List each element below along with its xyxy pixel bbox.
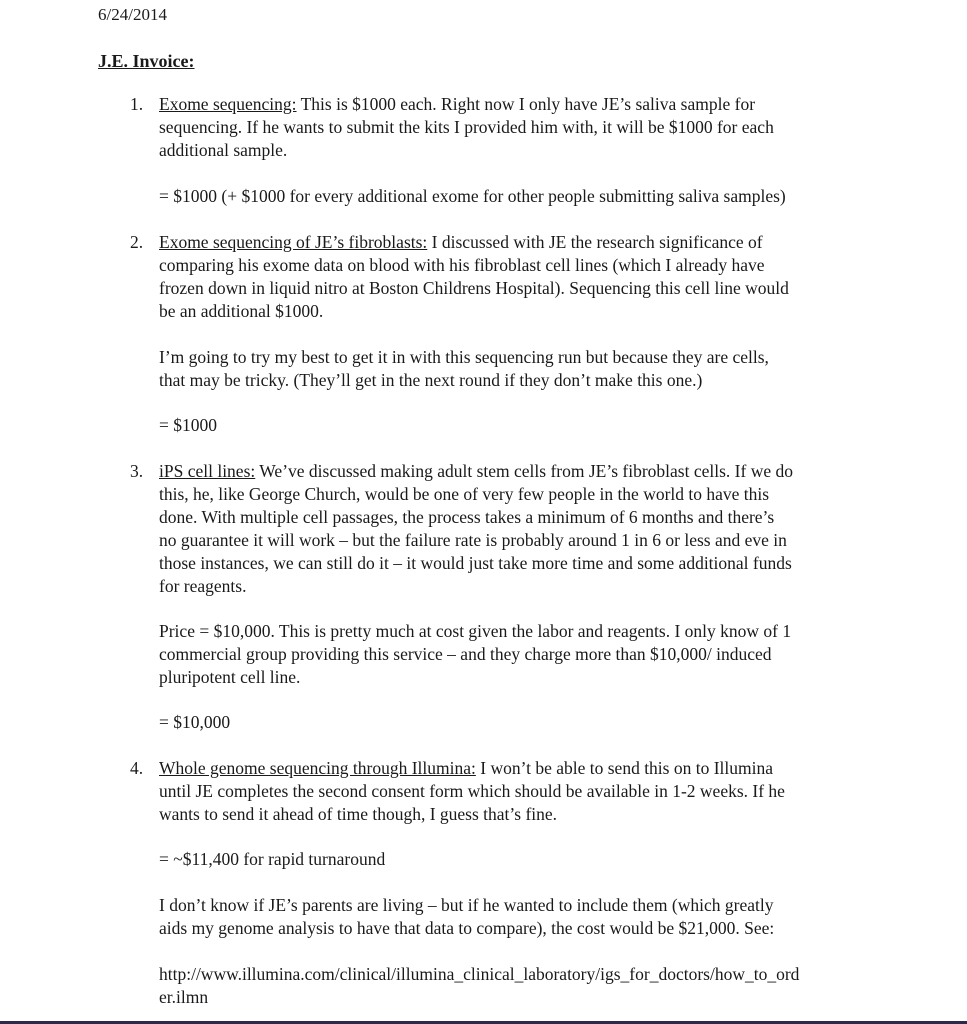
item-4-number: 4. <box>130 758 144 778</box>
item-4-note-line: aids my genome analysis to have that data to compare), the cost would be $21,000. See: <box>159 918 775 938</box>
invoice-title: J.E. Invoice: <box>98 51 195 71</box>
item-3-number: 3. <box>130 461 144 481</box>
item-3-note-line: pluripotent cell line. <box>159 667 301 687</box>
item-2-note-line: I’m going to try my best to get it in with this sequencing run but because they are cells, <box>159 347 769 367</box>
item-2-number: 2. <box>130 232 144 252</box>
item-2-description <box>159 231 875 323</box>
illumina-url-line: er.ilmn <box>159 987 209 1007</box>
item-2-price: = $1000 <box>159 415 217 435</box>
item-2-heading: Exome sequencing of JE’s fibroblasts: <box>159 232 428 252</box>
item-4-heading: Whole genome sequencing through Illumina: <box>159 758 476 778</box>
item-1-line: additional sample. <box>159 140 288 160</box>
item-3-line: no guarantee it will work – but the failure rate is probably around 1 in 6 or less and eve in <box>159 530 787 550</box>
item-1-description <box>159 93 875 162</box>
item-2-line: be an additional $1000. <box>159 301 324 321</box>
item-3-note <box>159 620 875 689</box>
item-2-note <box>159 346 875 392</box>
illumina-url <box>159 963 875 1009</box>
item-4-note <box>159 894 875 940</box>
illumina-url-line: http://www.illumina.com/clinical/illumina_clinical_laboratory/igs_for_doctors/how_to_ord <box>159 964 800 984</box>
item-3-line: this, he, like George Church, would be one of very few people in the world to have this <box>159 484 770 504</box>
item-4-description <box>159 757 875 826</box>
item-3-note-line: Price = $10,000. This is pretty much at cost given the labor and reagents. I only know of 1 <box>159 621 792 641</box>
item-1-first-line: Exome sequencing: This is $1000 each. Right now I only have JE’s saliva sample for <box>159 94 756 114</box>
item-3-line: for reagents. <box>159 576 247 596</box>
item-1-heading: Exome sequencing: <box>159 94 297 114</box>
document-date: 6/24/2014 <box>98 5 167 24</box>
item-1-number: 1. <box>130 94 144 114</box>
item-3-description <box>159 460 875 598</box>
item-1-line: sequencing. If he wants to submit the kits I provided him with, it will be $1000 for each <box>159 117 774 137</box>
item-4-first-line: Whole genome sequencing through Illumina: I won’t be able to send this on to Illumina <box>159 758 774 778</box>
item-4-line: until JE completes the second consent form which should be available in 1-2 weeks. If he <box>159 781 785 801</box>
item-2-note-line: that may be tricky. (They’ll get in the next round if they don’t make this one.) <box>159 370 703 390</box>
item-2-line: comparing his exome data on blood with his fibroblast cell lines (which I already have <box>159 255 765 275</box>
item-4-line: wants to send it ahead of time though, I guess that’s fine. <box>159 804 558 824</box>
item-3-heading: iPS cell lines: <box>159 461 256 481</box>
item-3-price: = $10,000 <box>159 712 231 732</box>
item-3-line: done. With multiple cell passages, the process takes a minimum of 6 months and there’s <box>159 507 775 527</box>
item-2-first-line: Exome sequencing of JE’s fibroblasts: I discussed with JE the research significance of <box>159 232 763 252</box>
item-3-line: those instances, we can still do it – it would just take more time and some additional funds <box>159 553 792 573</box>
item-2-line: frozen down in liquid nitro at Boston Childrens Hospital). Sequencing this cell line would <box>159 278 789 298</box>
item-3-first-line: iPS cell lines: We’ve discussed making adult stem cells from JE’s fibroblast cells. If we do <box>159 461 793 481</box>
item-1-price: = $1000 (+ $1000 for every additional exome for other people submitting saliva samples) <box>159 186 786 206</box>
item-4-note-line: I don’t know if JE’s parents are living – but if he wanted to include them (which greatly <box>159 895 774 915</box>
item-4-price: = ~$11,400 for rapid turnaround <box>159 849 386 869</box>
item-3-note-line: commercial group providing this service – and they charge more than $10,000/ induced <box>159 644 772 664</box>
